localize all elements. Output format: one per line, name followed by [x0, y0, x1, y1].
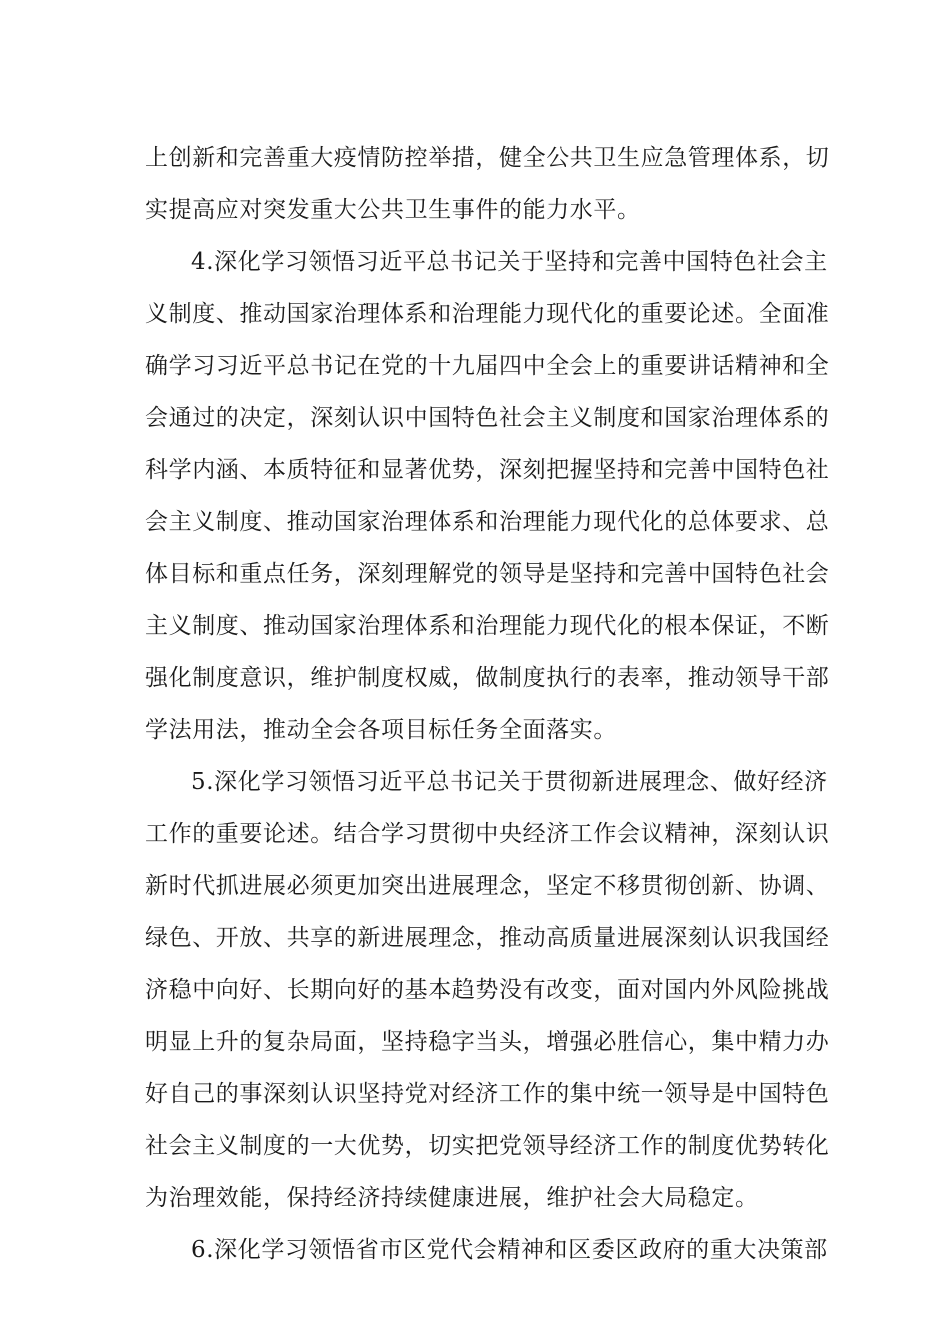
text-line: 义制度、推动国家治理体系和治理能力现代化的重要论述。全面准: [145, 301, 830, 327]
text-line: 4.深化学习领悟习近平总书记关于坚持和完善中国特色社会主: [191, 249, 828, 275]
paragraph-item-4: [145, 236, 830, 756]
text-line: 济稳中向好、长期向好的基本趋势没有改变，面对国内外风险挑战: [145, 977, 830, 1003]
text-line: 好自己的事深刻认识坚持党对经济工作的集中统一领导是中国特色: [145, 1081, 830, 1107]
text-line: 主义制度、推动国家治理体系和治理能力现代化的根本保证，不断: [145, 613, 830, 639]
paragraph-item-5: [145, 756, 830, 1224]
text-line: 绿色、开放、共享的新进展理念，推动高质量进展深刻认识我国经: [145, 925, 830, 951]
text-line: 上创新和完善重大疫情防控举措，健全公共卫生应急管理体系，切: [145, 145, 830, 171]
text-line: 会主义制度、推动国家治理体系和治理能力现代化的总体要求、总: [145, 509, 830, 535]
document-body: [145, 132, 830, 1276]
text-line: 体目标和重点任务，深刻理解党的领导是坚持和完善中国特色社会: [145, 561, 830, 587]
text-line: 6.深化学习领悟省市区党代会精神和区委区政府的重大决策部: [191, 1237, 828, 1263]
text-line: 新时代抓进展必须更加突出进展理念，坚定不移贯彻创新、协调、: [145, 873, 830, 899]
text-line: 科学内涵、本质特征和显著优势，深刻把握坚持和完善中国特色社: [145, 457, 830, 483]
text-line: 学法用法，推动全会各项目标任务全面落实。: [145, 717, 617, 743]
text-line: 实提高应对突发重大公共卫生事件的能力水平。: [145, 197, 641, 223]
text-line: 社会主义制度的一大优势，切实把党领导经济工作的制度优势转化: [145, 1133, 830, 1159]
text-line: 明显上升的复杂局面，坚持稳字当头，增强必胜信心，集中精力办: [145, 1029, 830, 1055]
text-line: 会通过的决定，深刻认识中国特色社会主义制度和国家治理体系的: [145, 405, 830, 431]
paragraph-continuation: [145, 132, 830, 236]
text-line: 为治理效能，保持经济持续健康进展，维护社会大局稳定。: [145, 1185, 759, 1211]
text-line: 工作的重要论述。结合学习贯彻中央经济工作会议精神，深刻认识: [145, 821, 830, 847]
text-line: 5.深化学习领悟习近平总书记关于贯彻新进展理念、做好经济: [191, 769, 828, 795]
text-line: 确学习习近平总书记在党的十九届四中全会上的重要讲话精神和全: [145, 353, 830, 379]
text-line: 强化制度意识，维护制度权威，做制度执行的表率，推动领导干部: [145, 665, 830, 691]
paragraph-item-6: [145, 1224, 828, 1276]
